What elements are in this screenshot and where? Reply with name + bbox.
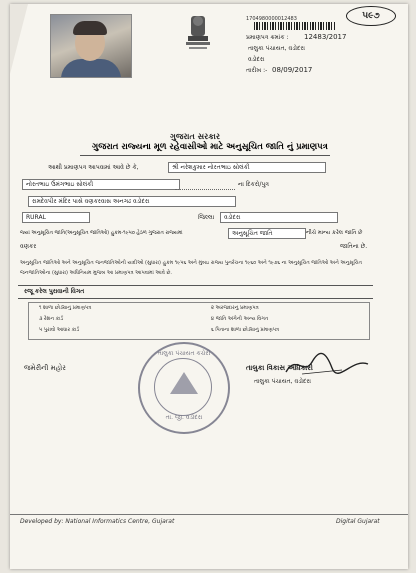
applicant-photo	[50, 14, 132, 78]
officer-office: તાલુકા પંચાયત, વડોદરા	[254, 378, 311, 385]
dotted-line	[175, 189, 235, 190]
category: અનુસૂચિત જાતિ	[228, 228, 306, 239]
date-label: તારીખ :-	[246, 67, 268, 74]
serial-number-badge: ૫૯૭	[346, 6, 396, 26]
docs-heading: રજૂ કરેલ પુરાવાની વિગત	[24, 288, 85, 295]
divider	[18, 285, 373, 286]
doc-item: ૨ અરજદારનું પ્રમાણપત્ર	[211, 305, 259, 311]
barcode-text: 1704980000012483	[246, 16, 297, 22]
government-title: ગુજરાત સરકાર	[170, 132, 220, 141]
footer-left: Developed by: National Informatics Centre, Gujarat	[20, 518, 175, 525]
doc-item: ૫ પુરાવો આધાર કાર્ડ	[39, 327, 80, 333]
relation-text: ના દિકરો/પુત્ર	[238, 181, 270, 188]
certificate-title: ગુજરાત રાજ્યના મૂળ રહેવાસીઓ માટે અનુસૂચિત જાતિ નું પ્રમાણપત્ર	[92, 142, 328, 152]
officer-title: તાલુકા વિકાસ અધિકારી	[246, 364, 313, 372]
documents-list	[28, 302, 370, 340]
cert-no: 12483/2017	[304, 33, 347, 41]
doc-item: ૩ રેશન કાર્ડ	[39, 316, 64, 322]
cert-no-label: પ્રમાણપત્ર ક્રમાંક :	[246, 34, 289, 41]
panchayat-seal	[138, 342, 230, 434]
address: રામદેવપીર મંદિર પાસે વણકરવાસ અનગઢ વડોદરા	[28, 196, 236, 207]
footer-divider	[10, 514, 408, 515]
legal-paragraph: અનુસૂચિત જાતિઓ અને અનુસૂચિત જનજાતિઓની યાદીઓ (સુધારા) હુકમ ૧૯૫૬ અને મુંબઇ રાજ્ય પુનર્રચના ૧૯૬૦ અને ૧૯૭૬ ના અનુસૂચિત જાતિઓ અને અનુસૂચિત જનજાતિઓના (સુધારા) અધિનિયમ મુજબ આ પ્રમાણપત્ર આપવામાં આવે છે.	[20, 260, 362, 276]
caste-label: નીચે માન્ય કરેલ જાતિ છે	[306, 230, 363, 236]
state-emblem-icon	[182, 12, 214, 54]
doc-item: ૬ પિતાના શાળા છોડ્યાનું પ્રમાણપત્ર	[211, 327, 280, 333]
doc-item: ૧ શાળા છોડ્યાનું પ્રમાણપત્ર	[39, 305, 92, 311]
applicant-name: શ્રી નરેશકુમાર નોરતભાઇ સોલંકી	[168, 162, 326, 173]
seal-top-text: તાલુકા પંચાયત કચેરી	[157, 350, 211, 357]
title-underline	[80, 155, 330, 156]
father-name: નોરતભાઇ ઉમંગભાઇ સોલંકી	[22, 179, 180, 190]
caste-name: વણકર	[20, 243, 37, 250]
doc-item: ૪ જાતિ અંગેની અન્ય વિગત	[211, 316, 269, 322]
folded-corner	[10, 4, 28, 74]
office-line1: તાલુકા પંચાયત, વડોદરા	[248, 45, 305, 52]
footer-right: Digital Gujarat	[336, 518, 380, 525]
seal-bottom-text: તા. જી. વડોદરા	[165, 414, 203, 421]
area-type: RURAL	[22, 212, 90, 223]
divider	[18, 298, 373, 299]
caste-suffix: જાતિના છે.	[340, 243, 368, 250]
certificate-page	[10, 4, 408, 569]
intro-text: આથી પ્રમાણપત્ર આપવામાં આવે છે કે,	[48, 164, 139, 171]
district-label: જિલ્લા	[198, 214, 215, 221]
district: વડોદરા	[220, 212, 338, 223]
barcode	[254, 22, 336, 30]
office-line2: વડોદરા	[248, 56, 265, 63]
date-value: 08/09/2017	[272, 66, 313, 74]
place-text: જમેરીની મહોર	[24, 364, 66, 372]
state-text: જ્યાં અનુસૂચિત જાતિ(અનુસૂચિત જાતિઓ) હુકમ-૧૯૫૦ હેઠળ ગુજરાત રાજ્યમાં	[20, 230, 183, 236]
